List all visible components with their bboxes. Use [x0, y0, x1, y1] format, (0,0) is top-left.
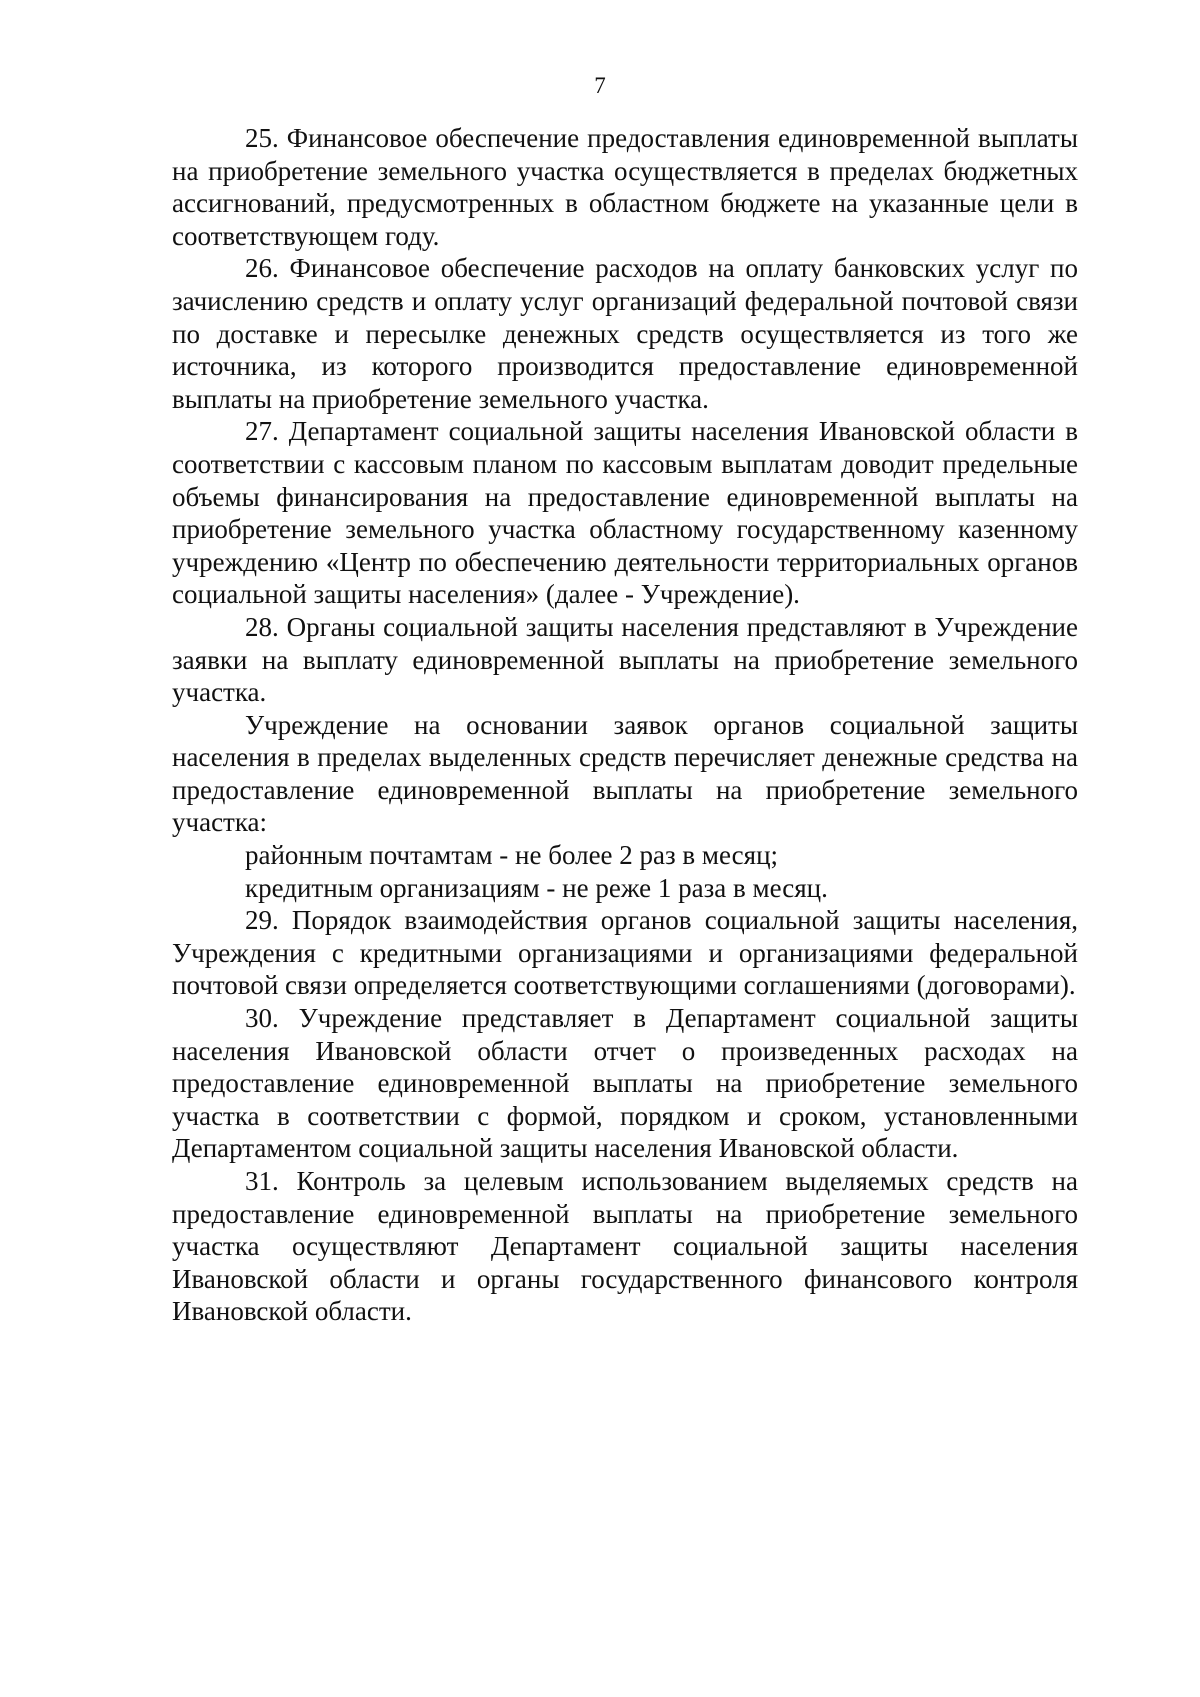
paragraph-29: 29. Порядок взаимодействия органов социальной защиты населения, Учреждения с кредитными организациями и организациями федеральной почтовой связи определяется соответствующими соглашениями (договорами).	[172, 905, 1078, 1001]
paragraph-26: 26. Финансовое обеспечение расходов на оплату банковских услуг по зачислению средств и оплату услуг организаций федеральной почтовой связи по доставке и пересылке денежных средств осуществляется из того же источника, из которого производится предоставление единовременной выплаты на приобретение земельного участка.	[172, 253, 1078, 414]
document-body	[172, 122, 1078, 1328]
paragraph-31: 31. Контроль за целевым использованием выделяемых средств на предоставление единовременной выплаты на приобретение земельного участка осуществляют Департамент социальной защиты населения Ивановской области и органы государственного финансового контроля Ивановской области.	[172, 1166, 1078, 1327]
list-item-post-offices: районным почтамтам - не более 2 раз в месяц;	[245, 840, 779, 871]
paragraph-30: 30. Учреждение представляет в Департамент социальной защиты населения Ивановской области отчет о произведенных расходах на предоставление единовременной выплаты на приобретение земельного участка в соответствии с формой, порядком и сроком, установленными Департаментом социальной защиты населения Ивановской области.	[172, 1003, 1078, 1164]
list-item-credit-organizations: кредитным организациям - не реже 1 раза в месяц.	[245, 872, 828, 903]
paragraph-25: 25. Финансовое обеспечение предоставления единовременной выплаты на приобретение земельного участка осуществляется в пределах бюджетных ассигнований, предусмотренных в областном бюджете на указанные цели в соответствующем году.	[172, 123, 1078, 251]
paragraph-28-transfer: Учреждение на основании заявок органов социальной защиты населения в пределах выделенных средств перечисляет денежные средства на предоставление единовременной выплаты на приобретение земельного участка:	[172, 709, 1078, 838]
page-number: 7	[594, 73, 606, 98]
paragraph-27: 27. Департамент социальной защиты населения Ивановской области в соответствии с кассовым планом по кассовым выплатам доводит предельные объемы финансирования на предоставление единовременной выплаты на приобретение земельного участка областному государственному казенному учреждению «Центр по обеспечению деятельности территориальных органов социальной защиты населения» (далее - Учреждение).	[172, 416, 1078, 610]
paragraph-28: 28. Органы социальной защиты населения представляют в Учреждение заявки на выплату единовременной выплаты на приобретение земельного участка.	[172, 611, 1078, 708]
